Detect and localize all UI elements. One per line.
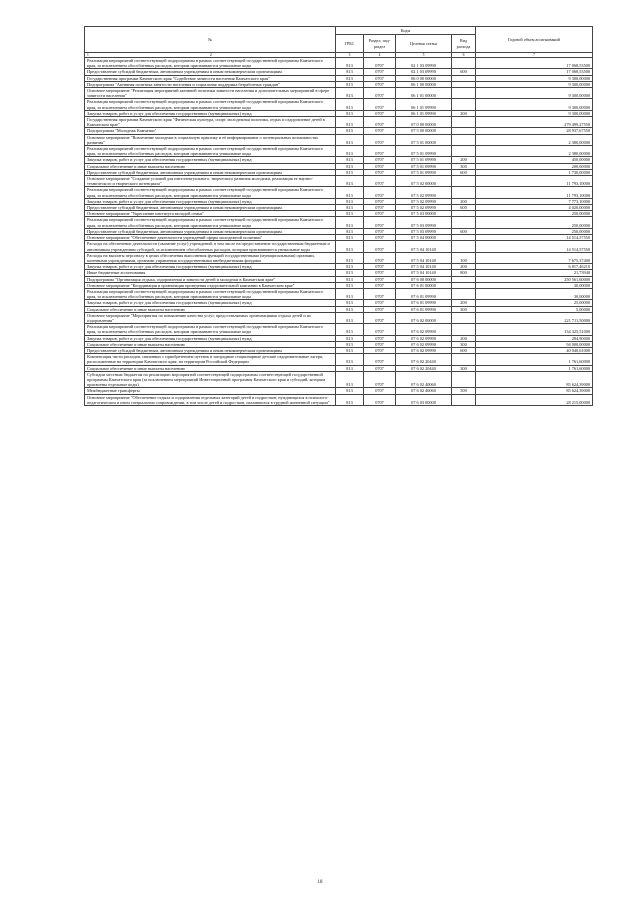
row-name-cell: Подпрограмма "Активная политика занятости населения и социальная поддержка безработных граждан" <box>85 81 336 87</box>
row-razdel-cell: 0707 <box>364 81 396 87</box>
row-name-cell: Подпрограмма "Организация отдыха, оздоровления и занятости детей и молодежи в Камчатском крае" <box>85 276 336 282</box>
row-name-cell: Реализация мероприятий соответствующей подпрограммы в рамках соответствующей государственной программы Камчатского края, за исключением обособленных расходов, которым присваиваются уникальные коды <box>85 58 336 69</box>
row-name-cell: Закупка товаров, работ и услуг для обеспечения государственных (муниципальных) нужд <box>85 157 336 163</box>
row-sum-cell: 11 793,10000 <box>476 176 593 187</box>
row-expense-type-cell <box>452 288 476 299</box>
row-sum-cell: 30,00000 <box>476 288 593 299</box>
row-expense-type-cell <box>452 99 476 110</box>
row-razdel-cell: 0707 <box>364 347 396 353</box>
row-grbs-cell: 813 <box>336 117 364 128</box>
row-sum-cell: 9 300,00000 <box>476 88 593 99</box>
row-target-article-cell: 07 5 03 09990 <box>396 228 452 234</box>
table-row <box>85 394 593 405</box>
row-grbs-cell: 813 <box>336 235 364 241</box>
row-grbs-cell: 813 <box>336 75 364 81</box>
row-grbs-cell: 813 <box>336 163 364 169</box>
row-name-cell: Основное мероприятие "Обеспечение отдыха и оздоровления отдельных категорий детей и подростков, нуждающихся в психолого-педагогическом и ином специальном сопровождении, в том числе детей и подростков, оказавшихся в трудной жизненной ситуации" <box>85 394 336 405</box>
row-name-cell: Закупка товаров, работ и услуг для обеспечения государственных (муниципальных) нужд <box>85 110 336 116</box>
row-grbs-cell: 813 <box>336 211 364 217</box>
row-razdel-cell: 0707 <box>364 270 396 276</box>
row-name-cell: Основное мероприятие "Координация и организация проведения оздоровительной кампании в Камчатском крае" <box>85 282 336 288</box>
row-sum-cell: 1 761,60000 <box>476 354 593 365</box>
header-grbs: ГРБС <box>336 35 364 53</box>
row-expense-type-cell: 800 <box>452 270 476 276</box>
row-expense-type-cell: 600 <box>452 169 476 175</box>
row-target-article-cell: 06 1 00 00000 <box>396 81 452 87</box>
row-sum-cell: 14 514,57550 <box>476 235 593 241</box>
row-sum-cell: 25,00000 <box>476 300 593 306</box>
row-sum-cell: 250,00000 <box>476 217 593 228</box>
row-name-cell: Субсидии местным бюджетам на реализацию мероприятий соответствующей подпрограммы соответствующей государственной программы Камчатского края (за исключением мероприятий Инвестиционной программы Камчатского края и субсидий, которым присвоены отдельные коды) <box>85 371 336 388</box>
row-grbs-cell: 813 <box>336 306 364 312</box>
row-expense-type-cell <box>452 134 476 145</box>
row-sum-cell: 28 937,67550 <box>476 128 593 134</box>
table-row <box>85 117 593 128</box>
table-row <box>85 371 593 388</box>
row-grbs-cell: 813 <box>336 69 364 75</box>
row-target-article-cell: 07 6 02 20440 <box>396 354 452 365</box>
row-grbs-cell: 813 <box>336 371 364 388</box>
table-row <box>85 324 593 335</box>
row-sum-cell: 17 068,53500 <box>476 69 593 75</box>
row-grbs-cell: 813 <box>336 198 364 204</box>
row-target-article-cell: 07 5 02 00000 <box>396 176 452 187</box>
row-expense-type-cell: 200 <box>452 335 476 341</box>
row-grbs-cell: 813 <box>336 81 364 87</box>
row-sum-cell: 2 380,00000 <box>476 134 593 145</box>
table-row <box>85 187 593 198</box>
row-target-article-cell: 07 5 01 00000 <box>396 134 452 145</box>
row-razdel-cell: 0707 <box>364 69 396 75</box>
row-expense-type-cell: 600 <box>452 228 476 234</box>
row-name-cell: Реализация мероприятий соответствующей подпрограммы в рамках соответствующей государственной программы Камчатского края, за исключением обособленных расходов, которым присваиваются уникальные коды <box>85 217 336 228</box>
row-grbs-cell: 813 <box>336 110 364 116</box>
row-sum-cell: 14 514,57550 <box>476 241 593 252</box>
row-target-article-cell: 07 5 04 10140 <box>396 270 452 276</box>
row-grbs-cell: 813 <box>336 335 364 341</box>
row-sum-cell: 21,73940 <box>476 270 593 276</box>
row-razdel-cell: 0707 <box>364 211 396 217</box>
row-name-cell: Основное мероприятие "Укрепление института молодой семьи" <box>85 211 336 217</box>
row-razdel-cell: 0707 <box>364 198 396 204</box>
row-target-article-cell: 06 1 01 00000 <box>396 88 452 99</box>
row-sum-cell: 85 624,39000 <box>476 371 593 388</box>
row-razdel-cell: 0707 <box>364 205 396 211</box>
row-name-cell: Закупка товаров, работ и услуг для обеспечения государственных (муниципальных) нужд <box>85 198 336 204</box>
row-razdel-cell: 0707 <box>364 128 396 134</box>
budget-table <box>84 26 593 406</box>
row-sum-cell: 7 773,10000 <box>476 198 593 204</box>
row-sum-cell: 94 000,00000 <box>476 341 593 347</box>
row-target-article-cell: 07 5 03 09990 <box>396 217 452 228</box>
row-razdel-cell: 0707 <box>364 388 396 394</box>
row-expense-type-cell: 600 <box>452 347 476 353</box>
row-target-article-cell: 02 1 03 09990 <box>396 69 452 75</box>
row-expense-type-cell: 600 <box>452 205 476 211</box>
table-row <box>85 58 593 69</box>
table-row <box>85 146 593 157</box>
row-name-cell: Расходы на выплаты персоналу в целях обеспечения выполнения функций государственными (муниципальными) органами, казенными учреждениями, органами управления государственными внебюджетными фондами <box>85 252 336 263</box>
row-target-article-cell: 07 5 01 09990 <box>396 157 452 163</box>
row-name-cell: Реализация мероприятий соответствующей подпрограммы в рамках соответствующей государственной программы Камчатского края, за исключением обособленных расходов, которым присваиваются уникальные коды <box>85 324 336 335</box>
row-sum-cell: 30,00000 <box>476 282 593 288</box>
row-grbs-cell: 813 <box>336 312 364 323</box>
row-target-article-cell: 07 6 02 40060 <box>396 388 452 394</box>
row-razdel-cell: 0707 <box>364 371 396 388</box>
row-target-article-cell: 07 5 02 09990 <box>396 198 452 204</box>
row-grbs-cell: 813 <box>336 217 364 228</box>
row-target-article-cell: 07 5 01 09990 <box>396 163 452 169</box>
row-name-cell: Реализация мероприятий соответствующей подпрограммы в рамках соответствующей государственной программы Камчатского края, за исключением обособленных расходов, которым присваиваются уникальные коды <box>85 146 336 157</box>
row-razdel-cell: 0707 <box>364 264 396 270</box>
row-grbs-cell: 813 <box>336 252 364 263</box>
table-row <box>85 252 593 263</box>
row-name-cell: Закупка товаров, работ и услуг для обеспечения государственных (муниципальных) нужд <box>85 335 336 341</box>
row-sum-cell: 4 020,00000 <box>476 205 593 211</box>
row-target-article-cell: 07 6 02 20440 <box>396 365 452 371</box>
row-target-article-cell: 07 6 01 00000 <box>396 282 452 288</box>
row-expense-type-cell <box>452 371 476 388</box>
row-grbs-cell: 813 <box>336 264 364 270</box>
row-grbs-cell: 813 <box>336 128 364 134</box>
row-razdel-cell: 0707 <box>364 235 396 241</box>
row-target-article-cell: 06 0 00 00000 <box>396 75 452 81</box>
row-sum-cell: 250 561,60000 <box>476 276 593 282</box>
row-target-article-cell: 07 5 03 00000 <box>396 211 452 217</box>
row-sum-cell: 85 624,39000 <box>476 388 593 394</box>
row-target-article-cell: 07 6 01 09990 <box>396 288 452 299</box>
row-razdel-cell: 0707 <box>364 288 396 299</box>
row-grbs-cell: 813 <box>336 347 364 353</box>
column-index: 1 2 <box>85 53 336 58</box>
row-target-article-cell: 07 6 02 09990 <box>396 335 452 341</box>
row-razdel-cell: 0707 <box>364 306 396 312</box>
row-name-cell: Расходы на обеспечение деятельности (оказание услуг) учреждений, в том числе на предоставление государственным бюджетным и автономным учреждениям субсидий, за исключением обособленных расходов, которым присваиваются уникальные коды <box>85 241 336 252</box>
row-grbs-cell: 813 <box>336 388 364 394</box>
row-name-cell: Основное мероприятие "Реализация мероприятий активной политики занятости населения и дополнительных мероприятий в сфере занятости населения" <box>85 88 336 99</box>
row-razdel-cell: 0707 <box>364 282 396 288</box>
row-expense-type-cell: 100 <box>452 252 476 263</box>
row-razdel-cell: 0707 <box>364 300 396 306</box>
row-name-cell: Социальное обеспечение и иные выплаты населению <box>85 341 336 347</box>
header-razdel: Раздел, под-раздел <box>364 35 396 53</box>
row-target-article-cell: 07 5 04 10140 <box>396 264 452 270</box>
row-name-cell: Основное мероприятие "Вовлечение молодежи в социальную практику и её информирование о потенциальных возможностях развития" <box>85 134 336 145</box>
row-expense-type-cell <box>452 312 476 323</box>
row-razdel-cell: 0707 <box>364 117 396 128</box>
row-target-article-cell: 07 6 02 09990 <box>396 341 452 347</box>
row-sum-cell: 1 761,60000 <box>476 365 593 371</box>
row-name-cell: Предоставление субсидий бюджетным, автономным учреждениям и иным некоммерческим организациям <box>85 205 336 211</box>
row-name-cell: Социальное обеспечение и иные выплаты населению <box>85 365 336 371</box>
row-grbs-cell: 813 <box>336 88 364 99</box>
column-index: 4 <box>364 53 396 58</box>
row-sum-cell: 279 499,27550 <box>476 117 593 128</box>
row-razdel-cell: 0707 <box>364 169 396 175</box>
row-expense-type-cell: 300 <box>452 365 476 371</box>
row-grbs-cell: 813 <box>336 300 364 306</box>
row-target-article-cell: 07 6 02 40060 <box>396 371 452 388</box>
row-razdel-cell: 0707 <box>364 134 396 145</box>
row-sum-cell: 2 380,00000 <box>476 146 593 157</box>
row-target-article-cell: 07 5 04 10140 <box>396 241 452 252</box>
row-grbs-cell: 813 <box>336 228 364 234</box>
row-sum-cell: 134 325,51000 <box>476 324 593 335</box>
row-razdel-cell: 0707 <box>364 241 396 252</box>
row-name-cell: Предоставление субсидий бюджетным, автономным учреждениям и иным некоммерческим организациям <box>85 228 336 234</box>
row-target-article-cell: 06 1 01 09990 <box>396 110 452 116</box>
table-row <box>85 134 593 145</box>
row-expense-type-cell: 200 <box>452 198 476 204</box>
row-grbs-cell: 813 <box>336 157 364 163</box>
header-vid: Вид расхода <box>452 35 476 53</box>
row-name-cell: Компенсация части расходов, связанных с приобретением путевок в загородные стационарные детские оздоровительные лагеря, расположенные на территории Камчатского края, на территории Российской Федерации <box>85 354 336 365</box>
row-target-article-cell: 07 5 00 00000 <box>396 128 452 134</box>
row-expense-type-cell <box>452 354 476 365</box>
row-name-cell: Межбюджетные трансферты <box>85 388 336 394</box>
table-row <box>85 88 593 99</box>
row-razdel-cell: 0707 <box>364 276 396 282</box>
row-name-cell: Государственная программа Камчатского края "Физическая культура, спорт, молодежная политика, отдых и оздоровление детей в Камчатском крае" <box>85 117 336 128</box>
row-razdel-cell: 0707 <box>364 217 396 228</box>
row-grbs-cell: 813 <box>336 187 364 198</box>
row-target-article-cell: 06 1 01 09990 <box>396 99 452 110</box>
row-name-cell: Социальное обеспечение и иные выплаты населению <box>85 163 336 169</box>
row-name-cell: Реализация мероприятий соответствующей подпрограммы в рамках соответствующей государственной программы Камчатского края, за исключением обособленных расходов, которым присваиваются уникальные коды <box>85 187 336 198</box>
row-target-article-cell: 07 6 01 09990 <box>396 306 452 312</box>
row-expense-type-cell: 300 <box>452 163 476 169</box>
row-grbs-cell: 813 <box>336 134 364 145</box>
row-razdel-cell: 0707 <box>364 58 396 69</box>
row-target-article-cell: 07 0 00 00000 <box>396 117 452 128</box>
row-sum-cell: 5,00000 <box>476 306 593 312</box>
row-grbs-cell: 813 <box>336 241 364 252</box>
row-name-cell: Подпрограмма "Молодежь Камчатки" <box>85 128 336 134</box>
row-razdel-cell: 0707 <box>364 146 396 157</box>
row-grbs-cell: 813 <box>336 205 364 211</box>
row-razdel-cell: 0707 <box>364 394 396 405</box>
budget-table-page <box>84 26 592 406</box>
row-target-article-cell: 07 5 01 09990 <box>396 146 452 157</box>
row-razdel-cell: 0707 <box>364 312 396 323</box>
page-number: 18 <box>317 880 323 885</box>
row-target-article-cell: 07 6 03 00000 <box>396 394 452 405</box>
row-grbs-cell: 813 <box>336 288 364 299</box>
table-row <box>85 312 593 323</box>
row-sum-cell: 1 730,00000 <box>476 169 593 175</box>
row-razdel-cell: 0707 <box>364 75 396 81</box>
row-sum-cell: 221 711,50000 <box>476 312 593 323</box>
row-target-article-cell: 07 5 02 09990 <box>396 187 452 198</box>
row-sum-cell: 11 793,10000 <box>476 187 593 198</box>
row-name-cell: Предоставление субсидий бюджетным, автономным учреждениям и иным некоммерческим организациям <box>85 347 336 353</box>
row-target-article-cell: 07 5 02 09990 <box>396 205 452 211</box>
row-grbs-cell: 813 <box>336 176 364 187</box>
row-sum-cell: 250,00000 <box>476 228 593 234</box>
row-expense-type-cell: 200 <box>452 300 476 306</box>
row-name-cell: Основное мероприятие "Обеспечение деятельности учреждений сферы молодежной политики" <box>85 235 336 241</box>
row-name-cell: Предоставление субсидий бюджетным, автономным учреждениям и иным некоммерческим организациям <box>85 169 336 175</box>
row-name-cell: Социальное обеспечение и иные выплаты населению <box>85 306 336 312</box>
row-target-article-cell: 07 5 04 10140 <box>396 252 452 263</box>
row-name-cell: Иные бюджетные ассигнования <box>85 270 336 276</box>
row-sum-cell: 40 040,61000 <box>476 347 593 353</box>
row-razdel-cell: 0707 <box>364 354 396 365</box>
row-expense-type-cell <box>452 176 476 187</box>
row-grbs-cell: 813 <box>336 394 364 405</box>
row-expense-type-cell: 300 <box>452 341 476 347</box>
row-sum-cell: 7 675,37400 <box>476 252 593 263</box>
row-grbs-cell: 813 <box>336 58 364 69</box>
row-expense-type-cell: 500 <box>452 388 476 394</box>
row-name-cell: Государственная программа Камчатского края "Содействие занятости населения Камчатского края" <box>85 75 336 81</box>
header-celevaya: Целевая статья <box>396 35 452 53</box>
row-grbs-cell: 813 <box>336 354 364 365</box>
row-grbs-cell: 813 <box>336 341 364 347</box>
row-razdel-cell: 0707 <box>364 157 396 163</box>
row-sum-cell: 9 300,00000 <box>476 81 593 87</box>
row-grbs-cell: 813 <box>336 365 364 371</box>
row-grbs-cell: 813 <box>336 146 364 157</box>
row-name-cell: Реализация мероприятий соответствующей подпрограммы в рамках соответствующей государственной программы Камчатского края, за исключением обособленных расходов, которым присваиваются уникальные коды <box>85 99 336 110</box>
table-row <box>85 99 593 110</box>
row-grbs-cell: 813 <box>336 324 364 335</box>
row-sum-cell: 250,00000 <box>476 211 593 217</box>
header-codes: Коды <box>336 27 476 35</box>
row-target-article-cell: 02 1 03 09990 <box>396 58 452 69</box>
row-razdel-cell: 0707 <box>364 99 396 110</box>
row-sum-cell: 6 817,46210 <box>476 264 593 270</box>
row-name-cell: Закупка товаров, работ и услуг для обеспечения государственных (муниципальных) нужд <box>85 264 336 270</box>
header-sum: Годовой объем ассигнований <box>476 27 593 53</box>
row-expense-type-cell <box>452 117 476 128</box>
row-sum-cell: 28 215,00000 <box>476 394 593 405</box>
row-name-cell: Реализация мероприятий соответствующей подпрограммы в рамках соответствующей государственной программы Камчатского края, за исключением обособленных расходов, которым присваиваются уникальные коды <box>85 288 336 299</box>
row-target-article-cell: 07 6 00 00000 <box>396 276 452 282</box>
row-expense-type-cell <box>452 58 476 69</box>
row-expense-type-cell: 200 <box>452 157 476 163</box>
header-num: № <box>85 27 336 53</box>
row-name-cell: Предоставление субсидий бюджетным, автономным учреждениям и иным некоммерческим организациям <box>85 69 336 75</box>
row-razdel-cell: 0707 <box>364 324 396 335</box>
row-sum-cell: 9 300,00000 <box>476 99 593 110</box>
table-row <box>85 217 593 228</box>
row-expense-type-cell: 300 <box>452 306 476 312</box>
row-razdel-cell: 0707 <box>364 163 396 169</box>
row-razdel-cell: 0707 <box>364 228 396 234</box>
row-sum-cell: 284,90000 <box>476 335 593 341</box>
row-sum-cell: 17 068,53500 <box>476 58 593 69</box>
row-expense-type-cell <box>452 217 476 228</box>
row-target-article-cell: 07 6 01 09990 <box>396 300 452 306</box>
row-expense-type-cell <box>452 88 476 99</box>
row-expense-type-cell <box>452 324 476 335</box>
row-grbs-cell: 813 <box>336 169 364 175</box>
row-grbs-cell: 813 <box>336 282 364 288</box>
row-sum-cell: 9 300,00000 <box>476 75 593 81</box>
row-razdel-cell: 0707 <box>364 335 396 341</box>
row-expense-type-cell: 600 <box>452 69 476 75</box>
row-razdel-cell: 0707 <box>364 88 396 99</box>
row-grbs-cell: 813 <box>336 99 364 110</box>
row-expense-type-cell <box>452 241 476 252</box>
row-razdel-cell: 0707 <box>364 252 396 263</box>
row-name-cell: Основное мероприятие "Создание условий для интеллектуального, творческого развития молодежи, реализация ее научно-технического и творческого потенциала" <box>85 176 336 187</box>
row-razdel-cell: 0707 <box>364 176 396 187</box>
row-target-article-cell: 07 5 01 09990 <box>396 169 452 175</box>
row-sum-cell: 9 300,00000 <box>476 110 593 116</box>
column-index: 2 <box>210 53 212 57</box>
row-name-cell: Основное мероприятие "Мероприятия по повышению качества услуг, предоставляемых организациями отдыха детей и их оздоровления" <box>85 312 336 323</box>
row-expense-type-cell <box>452 146 476 157</box>
row-expense-type-cell <box>452 394 476 405</box>
row-target-article-cell: 07 6 02 09990 <box>396 347 452 353</box>
row-target-article-cell: 07 6 02 00000 <box>396 312 452 323</box>
row-sum-cell: 450,00000 <box>476 157 593 163</box>
row-razdel-cell: 0707 <box>364 365 396 371</box>
column-index: 5 <box>396 53 452 58</box>
row-name-cell: Закупка товаров, работ и услуг для обеспечения государственных (муниципальных) нужд <box>85 300 336 306</box>
table-row <box>85 288 593 299</box>
table-row <box>85 176 593 187</box>
column-index: 3 <box>336 53 364 58</box>
row-grbs-cell: 813 <box>336 276 364 282</box>
row-razdel-cell: 0707 <box>364 110 396 116</box>
budget-rows <box>85 58 593 406</box>
column-index: 7 <box>476 53 593 58</box>
row-razdel-cell: 0707 <box>364 187 396 198</box>
table-row <box>85 354 593 365</box>
table-row <box>85 241 593 252</box>
column-index: 6 <box>452 53 476 58</box>
row-expense-type-cell: 200 <box>452 264 476 270</box>
row-sum-cell: 200,00000 <box>476 163 593 169</box>
row-target-article-cell: 07 5 04 00000 <box>396 235 452 241</box>
row-target-article-cell: 07 6 02 09990 <box>396 324 452 335</box>
row-grbs-cell: 813 <box>336 270 364 276</box>
row-razdel-cell: 0707 <box>364 341 396 347</box>
row-expense-type-cell: 200 <box>452 110 476 116</box>
row-expense-type-cell <box>452 187 476 198</box>
